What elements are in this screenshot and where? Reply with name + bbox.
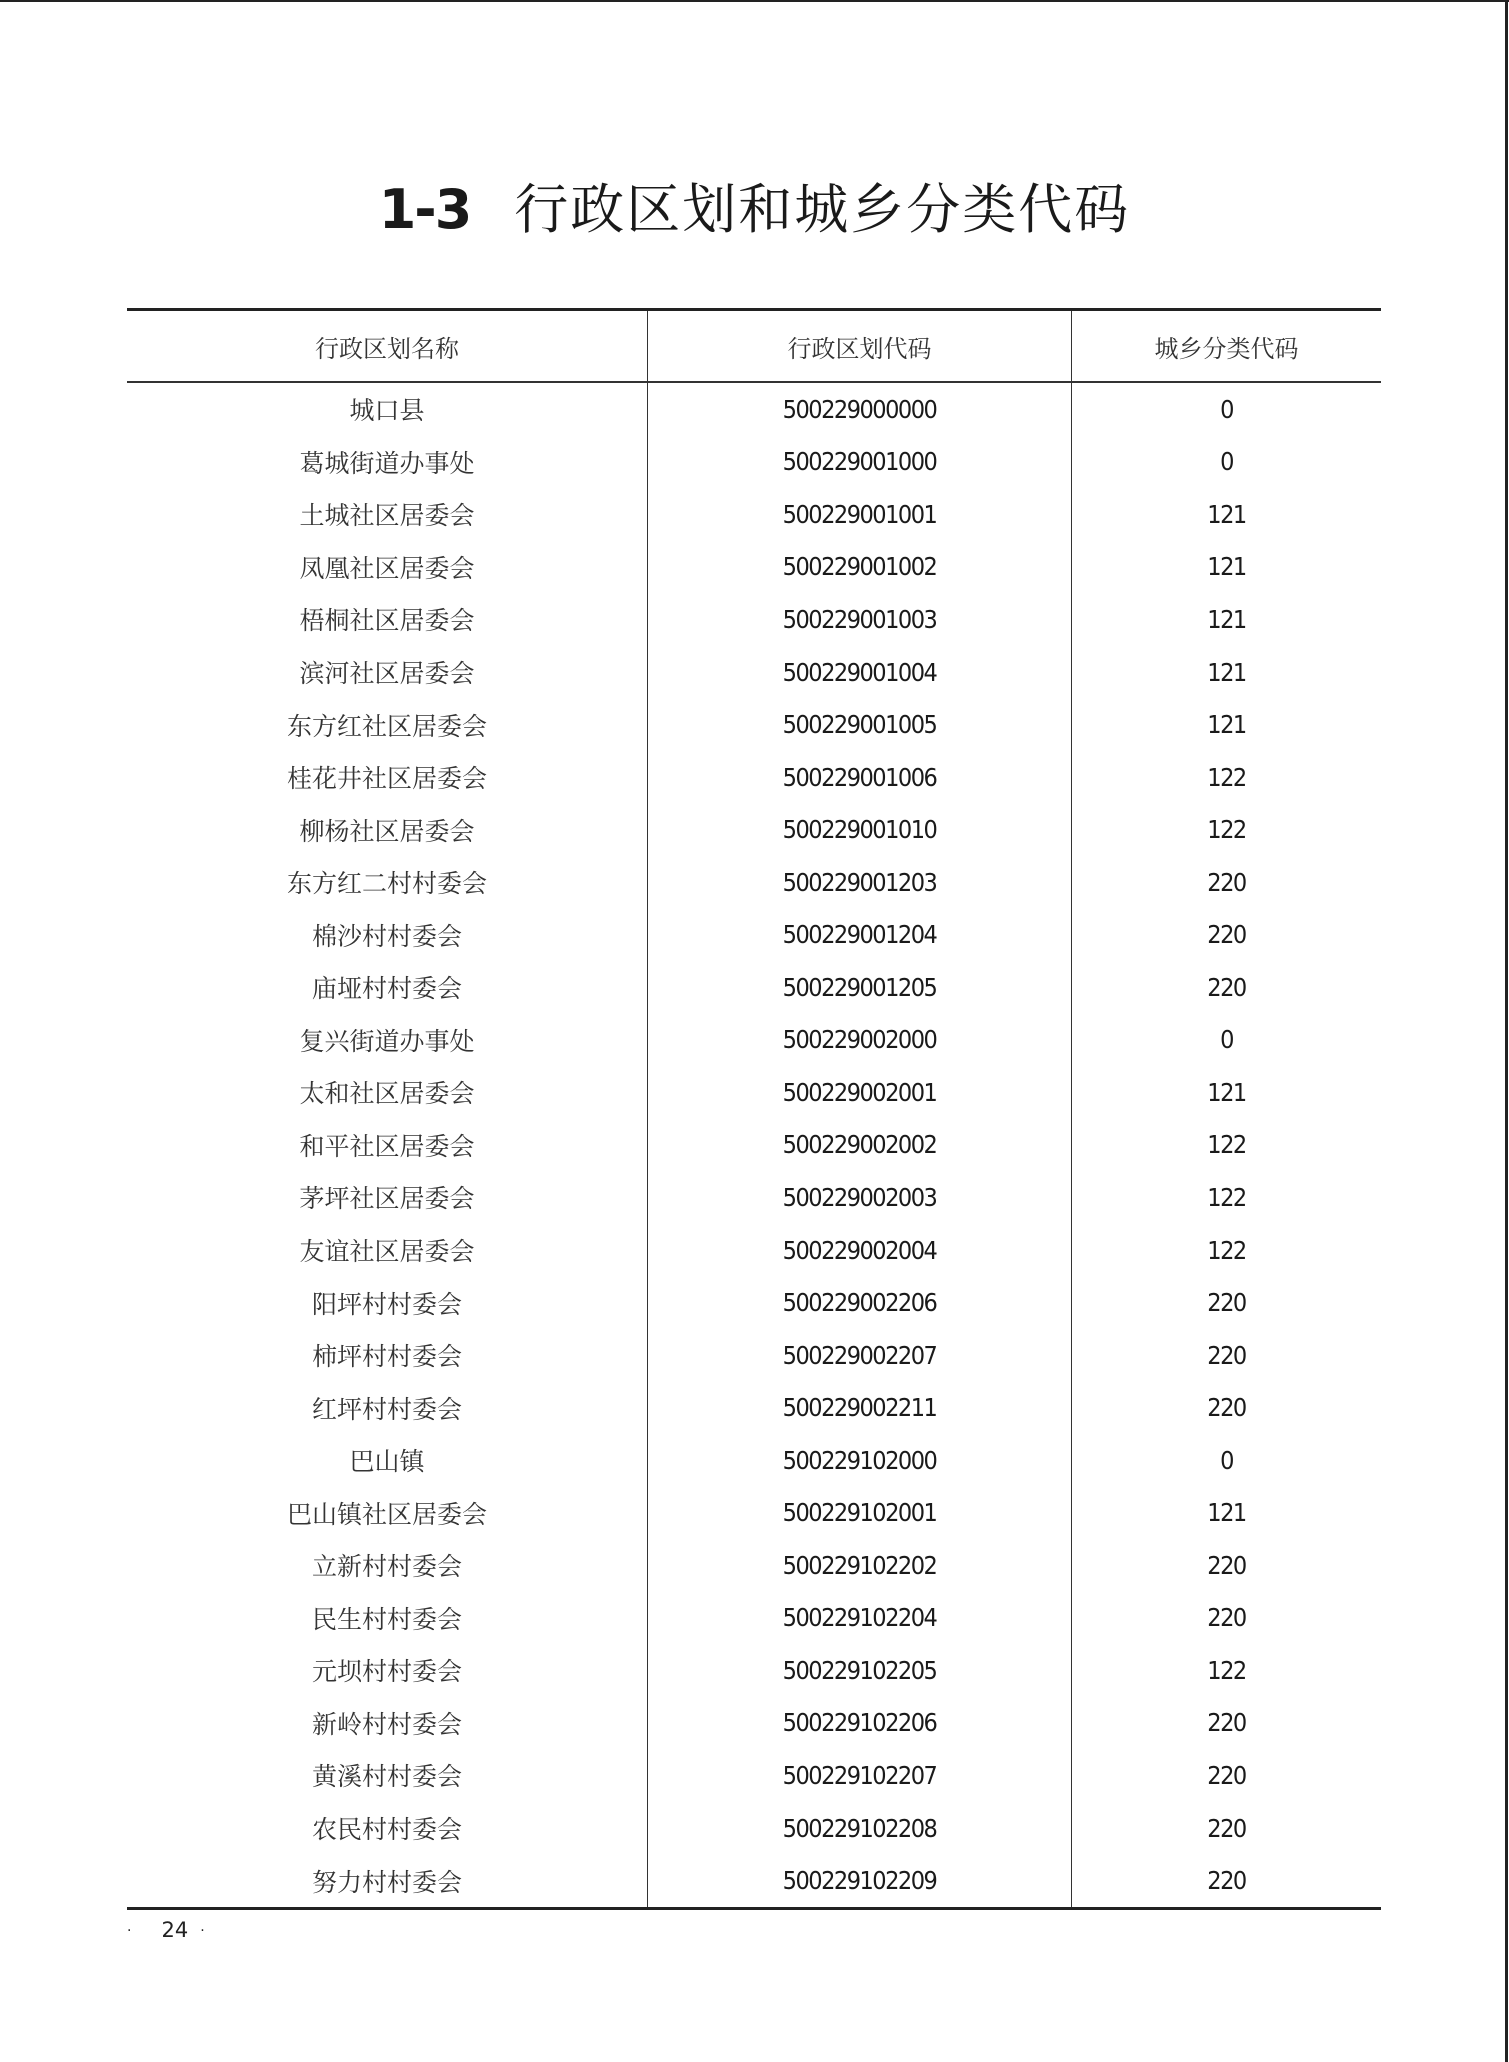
table-row — [127, 646, 1381, 699]
table-row — [127, 961, 1381, 1014]
cell-urban-rural-code: 122 — [1207, 815, 1246, 845]
table-row — [127, 383, 1381, 436]
cell-division-name: 柳杨社区居委会 — [127, 803, 648, 856]
table-number: 1-3 — [378, 178, 471, 241]
table-row — [127, 856, 1381, 909]
cell-division-code: 500229102001 — [648, 1486, 1072, 1539]
table-row — [127, 1644, 1381, 1697]
table-row — [127, 1381, 1381, 1434]
cell-division-name: 和平社区居委会 — [127, 1119, 648, 1172]
cell-division-name: 巴山镇 — [127, 1434, 648, 1487]
cell-division-name: 友谊社区居委会 — [127, 1224, 648, 1277]
cell-division-code: 500229002001 — [648, 1066, 1072, 1119]
cell-division-code: 500229001005 — [648, 698, 1072, 751]
cell-urban-rural-code: 220 — [1207, 1393, 1246, 1423]
table-row — [127, 1592, 1381, 1645]
cell-division-name: 红坪村村委会 — [127, 1381, 648, 1434]
header-division-name: 行政区划名称 — [127, 311, 648, 381]
cell-urban-rural-code: 220 — [1207, 920, 1246, 950]
table-title: 行政区划和城乡分类代码 — [514, 178, 1131, 241]
table-row — [127, 488, 1381, 541]
cell-division-name: 柿坪村村委会 — [127, 1329, 648, 1382]
table-row — [127, 1119, 1381, 1172]
cell-division-code: 500229102204 — [648, 1592, 1072, 1645]
cell-division-code: 500229102000 — [648, 1434, 1072, 1487]
cell-division-code: 500229001001 — [648, 488, 1072, 541]
table-row — [127, 1486, 1381, 1539]
footer-dot-right: · — [200, 1923, 205, 1939]
cell-division-code: 500229001000 — [648, 436, 1072, 489]
cell-division-name: 巴山镇社区居委会 — [127, 1486, 648, 1539]
cell-division-name: 茅坪社区居委会 — [127, 1171, 648, 1224]
cell-urban-rural-code: 0 — [1220, 1445, 1233, 1475]
codes-table — [127, 308, 1381, 1910]
cell-urban-rural-code: 220 — [1207, 1550, 1246, 1580]
cell-urban-rural-code: 121 — [1207, 499, 1246, 529]
cell-division-name: 葛城街道办事处 — [127, 436, 648, 489]
cell-urban-rural-code: 122 — [1207, 762, 1246, 792]
cell-division-code: 500229001205 — [648, 961, 1072, 1014]
cell-division-code: 500229000000 — [648, 383, 1072, 436]
cell-division-name: 桂花井社区居委会 — [127, 751, 648, 804]
cell-division-name: 立新村村委会 — [127, 1539, 648, 1592]
cell-urban-rural-code: 220 — [1207, 1760, 1246, 1790]
table-row — [127, 1171, 1381, 1224]
cell-urban-rural-code: 220 — [1207, 1866, 1246, 1896]
cell-division-name: 民生村村委会 — [127, 1592, 648, 1645]
cell-division-name: 凤凰社区居委会 — [127, 541, 648, 594]
footer-dot-left: · — [127, 1923, 132, 1939]
table-row — [127, 1539, 1381, 1592]
page-number: 24 — [161, 1918, 189, 1942]
table-body — [127, 383, 1381, 1907]
cell-urban-rural-code: 0 — [1220, 1025, 1233, 1055]
cell-division-code: 500229002211 — [648, 1381, 1072, 1434]
table-row — [127, 1749, 1381, 1802]
cell-division-code: 500229001010 — [648, 803, 1072, 856]
cell-division-code: 500229002206 — [648, 1276, 1072, 1329]
cell-division-name: 太和社区居委会 — [127, 1066, 648, 1119]
cell-division-name: 元坝村村委会 — [127, 1644, 648, 1697]
cell-division-name: 滨河社区居委会 — [127, 646, 648, 699]
cell-division-name: 黄溪村村委会 — [127, 1749, 648, 1802]
cell-division-name: 东方红二村村委会 — [127, 856, 648, 909]
table-row — [127, 1329, 1381, 1382]
cell-urban-rural-code: 220 — [1207, 1708, 1246, 1738]
cell-division-name: 东方红社区居委会 — [127, 698, 648, 751]
table-row — [127, 436, 1381, 489]
table-row — [127, 908, 1381, 961]
cell-division-code: 500229102207 — [648, 1749, 1072, 1802]
cell-division-name: 努力村村委会 — [127, 1854, 648, 1907]
cell-division-code: 500229102209 — [648, 1854, 1072, 1907]
cell-division-name: 复兴街道办事处 — [127, 1014, 648, 1067]
cell-division-code: 500229102206 — [648, 1697, 1072, 1750]
cell-urban-rural-code: 220 — [1207, 1340, 1246, 1370]
cell-division-code: 500229002000 — [648, 1014, 1072, 1067]
cell-division-code: 500229001203 — [648, 856, 1072, 909]
cell-urban-rural-code: 121 — [1207, 1077, 1246, 1107]
cell-urban-rural-code: 220 — [1207, 1288, 1246, 1318]
page-border-top — [0, 0, 1509, 2]
header-division-code: 行政区划代码 — [648, 311, 1072, 381]
cell-urban-rural-code: 220 — [1207, 972, 1246, 1002]
table-row — [127, 1066, 1381, 1119]
table-row — [127, 803, 1381, 856]
cell-division-code: 500229002002 — [648, 1119, 1072, 1172]
cell-division-code: 500229002004 — [648, 1224, 1072, 1277]
cell-division-name: 农民村村委会 — [127, 1802, 648, 1855]
page-border-right — [1505, 0, 1508, 2062]
cell-division-name: 新岭村村委会 — [127, 1697, 648, 1750]
cell-urban-rural-code: 0 — [1220, 447, 1233, 477]
cell-urban-rural-code: 122 — [1207, 1130, 1246, 1160]
cell-division-code: 500229001002 — [648, 541, 1072, 594]
table-row — [127, 1802, 1381, 1855]
table-row — [127, 751, 1381, 804]
cell-division-code: 500229001004 — [648, 646, 1072, 699]
cell-division-code: 500229102208 — [648, 1802, 1072, 1855]
cell-division-code: 500229001006 — [648, 751, 1072, 804]
cell-division-code: 500229002207 — [648, 1329, 1072, 1382]
cell-urban-rural-code: 121 — [1207, 710, 1246, 740]
table-row — [127, 593, 1381, 646]
table-row — [127, 1276, 1381, 1329]
table-row — [127, 1014, 1381, 1067]
cell-urban-rural-code: 121 — [1207, 604, 1246, 634]
cell-division-code: 500229002003 — [648, 1171, 1072, 1224]
cell-division-code: 500229001204 — [648, 908, 1072, 961]
page-title — [0, 178, 1509, 242]
cell-urban-rural-code: 121 — [1207, 657, 1246, 687]
cell-division-code: 500229001003 — [648, 593, 1072, 646]
cell-division-code: 500229102205 — [648, 1644, 1072, 1697]
cell-division-name: 庙垭村村委会 — [127, 961, 648, 1014]
cell-urban-rural-code: 220 — [1207, 1813, 1246, 1843]
table-row — [127, 698, 1381, 751]
cell-urban-rural-code: 121 — [1207, 552, 1246, 582]
cell-division-code: 500229102202 — [648, 1539, 1072, 1592]
cell-division-name: 阳坪村村委会 — [127, 1276, 648, 1329]
cell-urban-rural-code: 121 — [1207, 1498, 1246, 1528]
table-row — [127, 1697, 1381, 1750]
cell-division-name: 城口县 — [127, 383, 648, 436]
table-header-row — [127, 311, 1381, 383]
table-row — [127, 1854, 1381, 1907]
cell-urban-rural-code: 122 — [1207, 1235, 1246, 1265]
cell-division-name: 梧桐社区居委会 — [127, 593, 648, 646]
cell-urban-rural-code: 0 — [1220, 394, 1233, 424]
page-footer — [127, 1918, 205, 1942]
cell-urban-rural-code: 122 — [1207, 1655, 1246, 1685]
header-urban-rural-code: 城乡分类代码 — [1154, 334, 1299, 363]
table-row — [127, 1224, 1381, 1277]
table-row — [127, 1434, 1381, 1487]
cell-division-name: 土城社区居委会 — [127, 488, 648, 541]
cell-division-name: 棉沙村村委会 — [127, 908, 648, 961]
cell-urban-rural-code: 220 — [1207, 867, 1246, 897]
cell-urban-rural-code: 220 — [1207, 1603, 1246, 1633]
table-row — [127, 541, 1381, 594]
cell-urban-rural-code: 122 — [1207, 1182, 1246, 1212]
